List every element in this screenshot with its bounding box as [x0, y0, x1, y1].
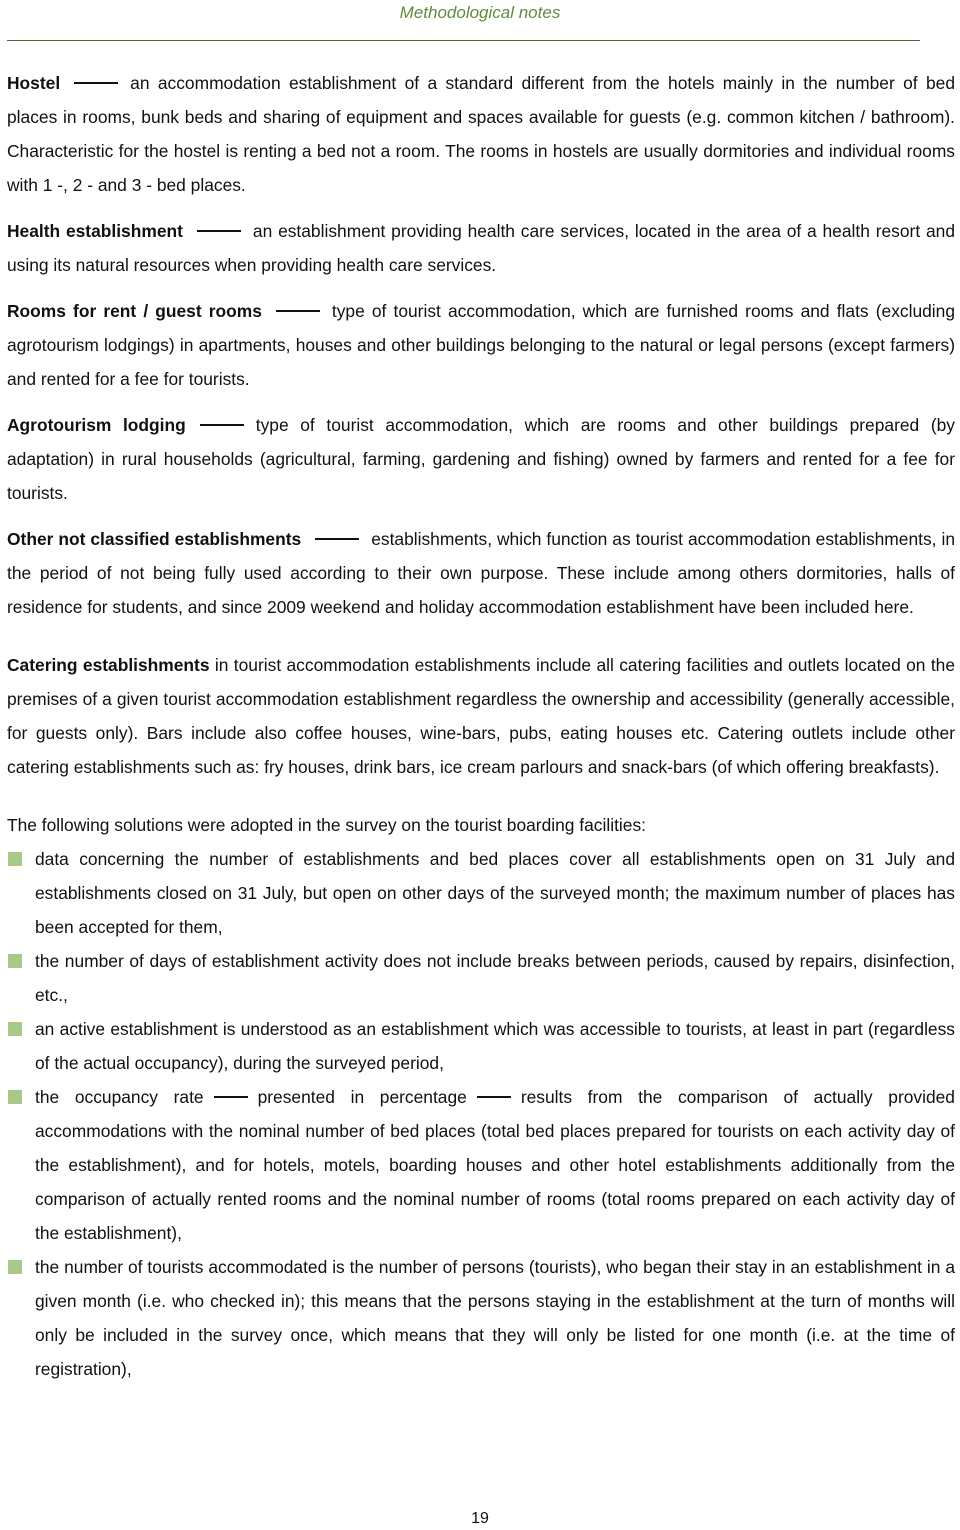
square-bullet-icon: [8, 954, 22, 968]
definition-term: Agrotourism lodging: [7, 415, 186, 435]
definition-text: establishments, which function as tourist accommodation establishments, in the period of not being fully used according to their own purpose. These include among others dormitories, halls of residence for students, and since 2009 weekend and holiday accommodation establishment have been included here.: [7, 529, 955, 617]
definition-hostel: [7, 66, 955, 202]
list-item-text: the number of tourists accommodated is the number of persons (tourists), who began their stay in an establishment in a given month (i.e. who checked in); this means that the persons staying in the establishment at the turn of months will only be included in the survey once, which means that they will only be listed for one month (i.e. at the time of registration),: [35, 1257, 955, 1379]
em-dash: [197, 230, 241, 232]
definition-agrotourism-lodging: [7, 408, 955, 510]
em-dash: [276, 310, 320, 312]
definition-text: type of tourist accommodation, which are rooms and other buildings prepared (by adaptation) in rural households (agricultural, farming, gardening and fishing) owned by farmers and rented for a fee for tourists.: [7, 415, 955, 503]
square-bullet-icon: [8, 1022, 22, 1036]
list-item-text: the number of days of establishment activity does not include breaks between periods, caused by repairs, disinfection, etc.,: [35, 951, 955, 1005]
definition-health-establishment: [7, 214, 955, 282]
catering-term: Catering establishments: [7, 655, 210, 675]
em-dash: [200, 424, 244, 426]
list-item-text: results from the comparison of actually provided accommodations with the nominal number of bed places (total bed places prepared for tourists on each activity day of the establishment), and for hotels, motels, boarding houses and other hotel establishments additionally from the comparison of actually rented rooms and the nominal number of rooms (total rooms prepared on each activity day of the establishment),: [35, 1087, 955, 1243]
list-item: [7, 1250, 955, 1386]
definition-text: an establishment providing health care services, located in the area of a health resort and using its natural resources when providing health care services.: [7, 221, 955, 275]
definition-term: Hostel: [7, 73, 61, 93]
definition-text: type of tourist accommodation, which are furnished rooms and flats (excluding agrotourism lodgings) in apartments, houses and other buildings belonging to the natural or legal persons (except farmers) and rented for a fee for tourists.: [7, 301, 955, 389]
catering-text: in tourist accommodation establishments include all catering facilities and outlets located on the premises of a given tourist accommodation establishment regardless the ownership and accessibility (generally accessible, for guests only). Bars include also coffee houses, wine-bars, pubs, eating houses etc. Catering outlets include other catering establishments such as: fry houses, drink bars, ice cream parlours and snack-bars (of which offering breakfasts).: [7, 655, 955, 777]
list-item-lead: the occupancy rate: [35, 1087, 204, 1107]
list-item-text: an active establishment is understood as an establishment which was accessible to tourists, at least in part (regardless of the actual occupancy), during the surveyed period,: [35, 1019, 955, 1073]
running-header: Methodological notes: [399, 3, 561, 22]
square-bullet-icon: [8, 1090, 22, 1104]
list-item: [7, 944, 955, 1012]
em-dash: [214, 1096, 248, 1098]
list-item-text: data concerning the number of establishments and bed places cover all establishments open on 31 July and establishments closed on 31 July, but open on other days of the surveyed month; the maximum number of places has been accepted for them,: [35, 849, 955, 937]
catering-paragraph: [7, 648, 955, 784]
list-item: [7, 1012, 955, 1080]
list-item: [7, 842, 955, 944]
list-item: [7, 1080, 955, 1250]
definition-term: Other not classified establishments: [7, 529, 302, 549]
square-bullet-icon: [8, 1260, 22, 1274]
em-dash: [74, 82, 118, 84]
solutions-list: [7, 842, 955, 1386]
definition-term: Health establishment: [7, 221, 183, 241]
list-item-mid: presented in percentage: [257, 1087, 467, 1107]
definition-term: Rooms for rent / guest rooms: [7, 301, 262, 321]
em-dash: [477, 1096, 511, 1098]
solutions-intro: The following solutions were adopted in the survey on the tourist boarding facilities:: [7, 815, 646, 835]
definition-other-not-classified: [7, 522, 955, 624]
square-bullet-icon: [8, 852, 22, 866]
definition-text: an accommodation establishment of a standard different from the hotels mainly in the number of bed places in rooms, bunk beds and sharing of equipment and spaces available for guests (e.g. common kitchen / bathroom). Characteristic for the hostel is renting a bed not a room. The rooms in hostels are usually dormitories and individual rooms with 1 -, 2 - and 3 - bed places.: [7, 73, 955, 195]
page-number: 19: [471, 1510, 489, 1527]
header-rule: [7, 40, 920, 41]
em-dash: [315, 538, 359, 540]
definition-rooms-for-rent: [7, 294, 955, 396]
document-body: [7, 66, 955, 1386]
